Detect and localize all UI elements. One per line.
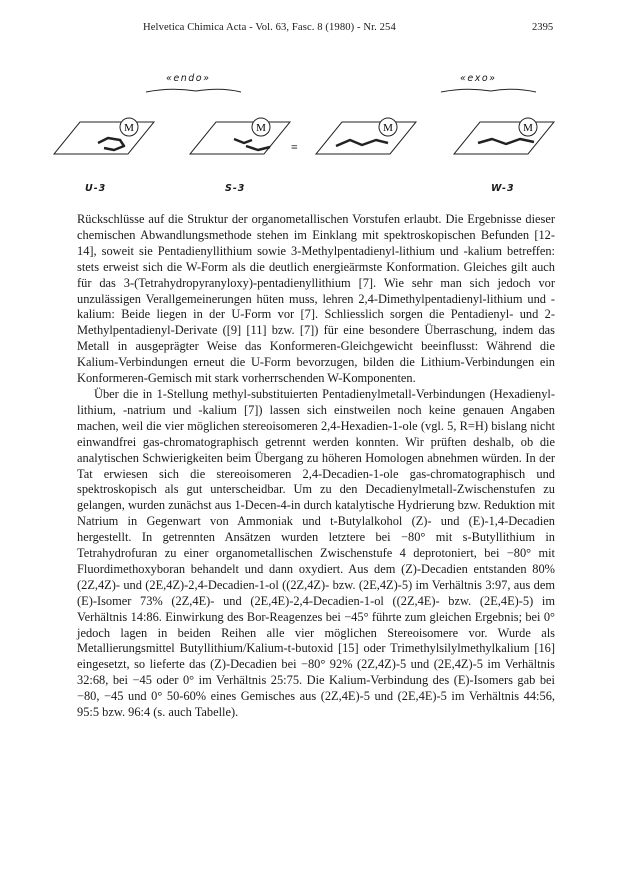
w3-equivalent-conformer [316,118,416,154]
metal-symbol-s3: M [256,122,266,134]
metal-symbol-w3: M [523,122,533,134]
metal-symbol-u3: M [124,122,134,134]
equivalence-sign: ≡ [291,140,298,154]
exo-label: «exo» [460,73,497,84]
paragraph-2: Über die in 1-Stellung methyl-substituierten Pentadienylmetall-Verbindungen (Hexadienyl-lithium, -natrium und -kalium [7]) lassen sich einstweilen noch keine genauen Angaben machen, weil die vier möglichen stereoisomeren 2,4-Hexadien-1-ole (vgl. 5, R=H) bislang nicht einwandfrei gas-chromatographisch getrennt werden konnten. Wir prüften deshalb, ob die analytischen Schwierigkeiten beim Übergang zu höheren Homologen abnehmen würden. In der Tat erwiesen sich die stereoisomeren 2,4-Decadien-1-ole gas-chromatographisch und spektroskopisch als gut unterscheidbar. Um zu den Decadienylmetall-Zwischenstufen zu gelangen, wurden zunächst aus 1-Decen-4-in durch katalytische Hydrierung bzw. Reduktion mit Natrium in Gegenwart von Ammoniak und t-Butylalkohol (Z)- und (E)-1,4-Decadien hergestellt. In getrennten Ansätzen wurden letztere bei −80° mit s-Butyllithium in Tetrahydrofuran zu einer organometallischen Zwischenstufe 4 deprotoniert, bei −80° mit Fluordimethoxyboran behandelt und dann oxydiert. Aus dem (Z)-Decadien entstanden 80% (2Z,4Z)- und (2E,4Z)-2,4-Decadien-1-ol ((2Z,4Z)- bzw. (2E,4Z)-5) im Verhältnis 3:97, aus dem (E)-Isomer 73% (2Z,4E)- und (2E,4E)-2,4-Decadien-1-ol ((2Z,4E)- bzw. (2E,4E)-5) im Verhältnis 14:86. Einwirkung des Bor-Reagenzes bei −45° führte zum gleichen Ergebnis; bei 0° jedoch lagen in beiden Reihen alle vier möglichen Stereoisomere vor. Wurde als Metallierungsmittel Butyllithium/Kalium-t-butoxid [15] oder Trimethylsilylmethylkalium [16] eingesetzt, so lieferte das (Z)-Decadien bei −80° 92% (2Z,4Z)-5 und (2E,4Z)-5 im Verhältnis 32:68, bei −45 oder 0° im Verhältnis 25:75. Die Kalium-Verbindung des (E)-Isomers gab bei −80, −45 und 0° 50-60% eines Gemisches aus (2Z,4E)-5 und (2E,4E)-5 im Verhältnis 44:56, 95:5 bzw. 96:4 (s. auch Tabelle). [77,386,555,720]
label-s3: S-3 [225,183,246,194]
paragraph-1: Rückschlüsse auf die Struktur der organometallischen Vorstufen erlaubt. Die Ergebnisse dieser chemischen Abwandlungsmethode stehen im Einklang mit spektroskopischen Befunden [12-14], soweit sie Pentadienyllithium sowie 3-Methylpentadienyl-lithium und -kalium betreffen: stets erweist sich die W-Form als die deutlich energieärmste Konformation. Gleiches gilt auch für das 3-(Tetrahydropyranyloxy)-pentadienyllithium [7]. Wie sehr man sich jedoch vor unzulässigen Verallgemeinerungen hüten muss, lehren 2,4-Dimethylpentadienyl-lithium und -kalium: Beide liegen in der U-Form vor [7]. Schliesslich sorgen die Pentadienyl- und 2-Methylpentadienyl-Derivate ([9] [11] bzw. [7]) für eine besondere Überraschung, indem das Metall in ausgeprägter Weise das Konformeren-Gleichgewicht beeinflusst: Während die Kalium-Verbindungen erneut die U-Form bevorzugen, bilden die Lithium-Verbindungen ein Konformeren-Gemisch mit stark vorherrschenden W-Komponenten. [77,212,555,386]
exo-bracket [441,89,536,92]
journal-citation: Helvetica Chimica Acta - Vol. 63, Fasc. 8 (1980) - Nr. 254 [143,22,396,33]
body-text [77,212,555,721]
running-header [0,22,624,38]
u3-conformer [54,118,154,154]
endo-label: «endo» [166,73,211,84]
page-number: 2395 [532,22,554,33]
endo-bracket [146,89,241,92]
metal-symbol-w3-equivalent: M [383,122,393,134]
label-w3: W-3 [491,183,515,194]
w3-conformer [454,118,554,154]
s3-conformer [190,118,290,154]
label-u3: U-3 [85,183,107,194]
conformer-figure [36,60,596,210]
